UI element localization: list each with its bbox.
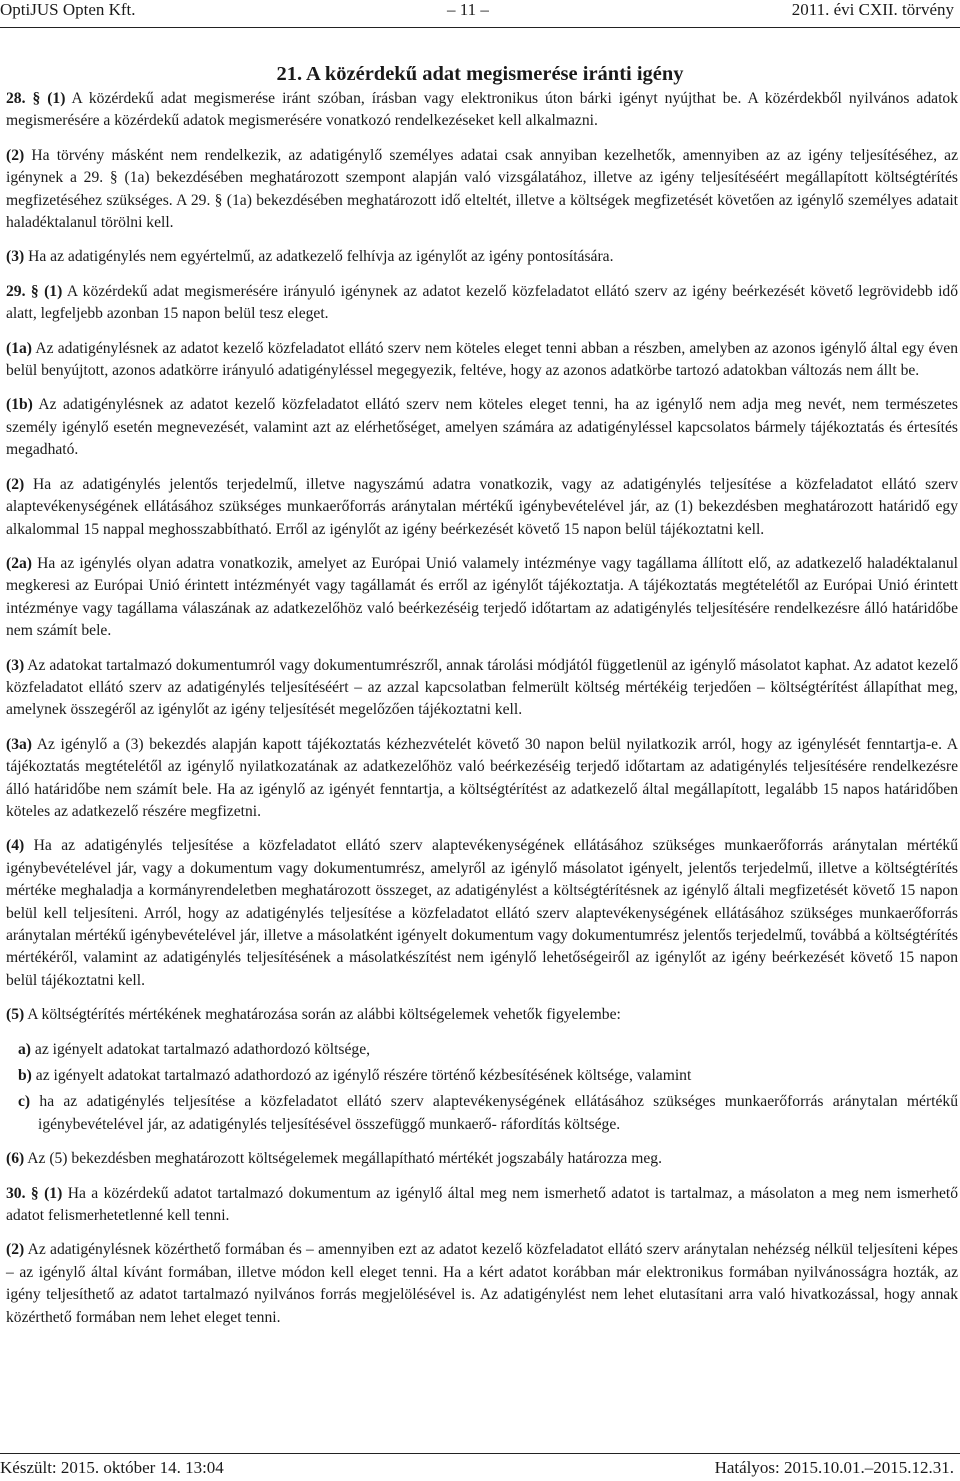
paragraph-mark: (2) — [6, 475, 25, 493]
paragraph — [6, 1239, 958, 1329]
paragraph-text: Az adatigénylésnek közérthető formában és – amennyiben ezt az adatot kezelő közfeladatot ellátó szerv aránytalan nehézség nélkül teljesíteni képes – az igénylő által kívánt formában, illetve módon kell eleget tenni. Ha a kért adatot korábban már elektronikus formában nyilvánosságra hozták, az igény teljesíthető az adatot tartalmazó nyilvános forrás megjelölésével is. Az adatigénylést nem lehet elutasítani arra való hivatkozással, hogy annak közérthető formában nem lehet eleget tenni. — [6, 1241, 959, 1326]
paragraph-mark: (2) — [6, 146, 25, 164]
publisher-name: OptiJUS Opten Kft. — [0, 0, 136, 19]
footer-divider — [0, 1453, 960, 1454]
paragraph-mark: (1) — [44, 282, 63, 300]
paragraph-text: Az (5) bekezdésben meghatározott költségelemek megállapítható mértékét jogszabály határozza meg. — [27, 1150, 662, 1168]
list-item — [6, 1039, 958, 1061]
paragraph-mark: (3a) — [6, 735, 32, 753]
paragraph — [6, 553, 958, 643]
paragraph-mark: (6) — [6, 1150, 25, 1168]
list-item-mark: c) — [18, 1093, 31, 1111]
law-title: 2011. évi CXII. törvény — [791, 0, 954, 19]
page-header — [0, 0, 960, 28]
paragraph-mark: (3) — [6, 248, 25, 266]
list-item — [6, 1091, 958, 1136]
page-number: – 11 – — [447, 0, 489, 19]
paragraph — [6, 655, 958, 722]
paragraph-text: A költségtérítés mértékének meghatározása során az alábbi költségelemek vehetők figyelembe: — [27, 1006, 621, 1024]
paragraph-text: Ha az adatigénylés jelentős terjedelmű, illetve nagyszámú adatra vonatkozik, vagy az adatigénylés teljesítése a közfeladatot ellátó szerv alaptevékenységének ellátásához szükséges munkaerőforrás aránytalan mértékű igénybevételével jár, az (1) bekezdésben meghatározott határidő egy alkalommal 15 nappal meghosszabbítható. Erről az igénylőt az igény beérkezését követő 15 napon belül tájékoztatni kell. — [6, 475, 958, 538]
paragraph — [6, 1183, 958, 1228]
page-footer — [0, 1458, 960, 1480]
paragraph-text: A közérdekű adat megismerése iránt szóban, írásban vagy elektronikus úton bárki igényt nyújthat be. A közérdekből nyilvános adatok megismerésére a közérdekű adatok megismerésére vonatkozó rendelkezéseket kell alkalmazni. — [6, 90, 958, 130]
section-number: 28. § — [6, 90, 41, 107]
paragraph — [6, 394, 958, 461]
paragraph-mark: (4) — [6, 837, 25, 855]
paragraph — [6, 734, 958, 824]
paragraph-text: A közérdekű adat megismerésére irányuló igénynek az adatot kezelő közfeladatot ellátó szerv az igény beérkezését követő legrövidebb idő alatt, legfeljebb azonban 15 napon belül tesz eleget. — [6, 282, 958, 323]
list-item-mark: a) — [18, 1040, 31, 1058]
paragraph-text: Ha törvény másként nem rendelkezik, az adatigénylő személyes adatai csak annyiban kezelhetők, amennyiben az az igény teljesítéséhez, az igénynek a 29. § (1a) bekezdésében meghatározott szempont alapján való vizsgálatához, illetve az igény teljesítéséért megállapított költségtérítés megfizetéséhez szükséges. A 29. § (1a) bekezdésében meghatározott idő elteltét, illetve a költségek megfizetését követően az igénylő személyes adatait haladéktalanul törölni kell. — [6, 146, 958, 232]
paragraph-mark: (2a) — [6, 554, 32, 572]
paragraph — [6, 281, 958, 326]
paragraph-mark: (3) — [6, 656, 25, 674]
document-body — [6, 88, 958, 1341]
paragraph-text: Az adatokat tartalmazó dokumentumról vagy dokumentumrészről, annak tárolási módjától függetlenül az igénylő másolatot kaphat. Az adatot kezelő közfeladatot ellátó szerv az adatigénylés teljesítéséért – az azzal kapcsolatban felmerült költség mértékéig terjedően – költségtérítést állapíthat meg, amelynek összegéről az igénylőt az igény teljesítését megelőzően tájékoztatni kell. — [6, 656, 958, 719]
paragraph-text: Az adatigénylésnek az adatot kezelő közfeladatot ellátó szerv nem köteles eleget tenni abban a részben, amelyben az azonos igénylő által egy éven belül benyújtott, azonos adatkörre irányuló adatigényléssel megegyezik, feltéve, hogy az azonos adatkörbe tartozó adatokban változás nem állt be. — [6, 339, 959, 380]
header-divider — [0, 27, 960, 28]
section-number: 30. § — [6, 1184, 39, 1202]
paragraph-mark: (1) — [47, 90, 66, 107]
chapter-title: 21. A közérdekű adat megismerése iránti igény — [276, 63, 684, 85]
list-item-text: az igényelt adatokat tartalmazó adathordozó költsége, — [34, 1040, 371, 1058]
paragraph-text: Ha a közérdekű adatot tartalmazó dokumentum az igénylő által meg nem ismerhető adatot is tartalmaz, a másolaton a meg nem ismerhető adatot felismerhetetlenné kell tenni. — [6, 1184, 959, 1225]
paragraph-mark: (2) — [6, 1241, 25, 1259]
paragraph-mark: (5) — [6, 1006, 25, 1024]
effective-period: Hatályos: 2015.10.01.–2015.12.31. — [714, 1458, 954, 1477]
paragraph-text: Ha az igénylés olyan adatra vonatkozik, amelyet az Európai Unió valamely intézménye vagy tagállama állított elő, az adatkezelő haladéktalanul megkeresi az Európai Unió érintett intézményét vagy tagállamát és erről az igénylőt tájékoztatja. A tájékoztatás megtételétől az Európai Unió érintett intézménye vagy tagállama válaszának az adatkezelőhöz való beérkezéséig terjedő időtartam az adatigénylés teljesítésére rendelkezésre álló határidőbe nem számít bele. — [6, 554, 958, 640]
created-timestamp: Készült: 2015. október 14. 13:04 — [0, 1458, 224, 1477]
paragraph-text: Ha az adatigénylés nem egyértelmű, az adatkezelő felhívja az igénylőt az igény pontosítására. — [28, 248, 614, 266]
paragraph — [6, 338, 958, 383]
section-number: 29. § — [6, 282, 39, 300]
paragraph — [6, 246, 958, 268]
paragraph-mark: (1b) — [6, 396, 33, 414]
paragraph — [6, 145, 958, 235]
paragraph-text: Az igénylő a (3) bekezdés alapján kapott tájékoztatás kézhezvételét követő 30 napon belül nyilatkozik arról, hogy az igénylését fenntartja-e. A tájékoztatás megtételétől az igénylő nyilatkozatának az adatkezelőhöz való beérkezéséig terjedő időtartam az adatigénylés teljesítésére rendelkezésre álló határidőbe nem számít bele. Ha az igénylő az igényét fenntartja, a költségtérítést az adatkezelő által megállapított, legalább 15 napos határidőben köteles az adatkezelő részére megfizetni. — [6, 735, 958, 820]
paragraph-text: Az adatigénylésnek az adatot kezelő közfeladatot ellátó szerv nem köteles eleget tenni, ha az igénylő nem adja meg nevét, nem természetes személy igénylő esetén megnevezését, valamint azt az elérhetőséget, amelyen számára az adatigényléssel kapcsolatos bármely tájékoztatás és értesítés megadható. — [6, 396, 958, 459]
list-item-mark: b) — [18, 1067, 32, 1085]
paragraph-text: Ha az adatigénylés teljesítése a közfeladatot ellátó szerv alaptevékenységének ellátásához szükséges munkaerőforrás aránytalan mértékű igénybevételével jár, vagy a dokumentum vagy dokumentumrész, amelyről az igénylő másolatot igényelt, jelentős terjedelmű, illetve a költségtérítés mértéke meghaladja a kormányrendeletben meghatározott összeget, az adatigénylést a költségtérítésnek az igénylő általi megfizetését követő 15 napon belül kell teljesíteni. Arról, hogy az adatigénylés teljesítése a közfeladatot ellátó szerv alaptevékenységének ellátásához szükséges munkaerőforrás aránytalan mértékű igénybevételével jár, illetve a másolatként igényelt dokumentum vagy dokumentumrész jelentős terjedelmű, továbbá a költségtérítés mértékéről, valamint az adatigénylés teljesítésének a másolatkészítést nem igénylő lehetőségeiről az igénylőt az igény beérkezését követő 15 napon belül tájékoztatni kell. — [6, 837, 958, 989]
paragraph-mark: (1a) — [6, 339, 32, 357]
paragraph — [6, 474, 958, 541]
paragraph — [6, 1004, 958, 1026]
list-item-text: ha az adatigénylés teljesítése a közfeladatot ellátó szerv alaptevékenységének ellátásához szükséges munkaerőforrás aránytalan mértékű igénybevételével jár, az adatigénylés teljesítésével összefüggő munkaerő- ráfordítás költsége. — [38, 1093, 959, 1133]
list-item-text: az igényelt adatokat tartalmazó adathordozó az igénylő részére történő kézbesítésének költsége, valamint — [35, 1067, 692, 1085]
paragraph — [6, 835, 958, 992]
list-item — [6, 1065, 958, 1087]
paragraph-mark: (1) — [44, 1184, 63, 1202]
paragraph — [6, 88, 958, 133]
paragraph — [6, 1148, 958, 1170]
